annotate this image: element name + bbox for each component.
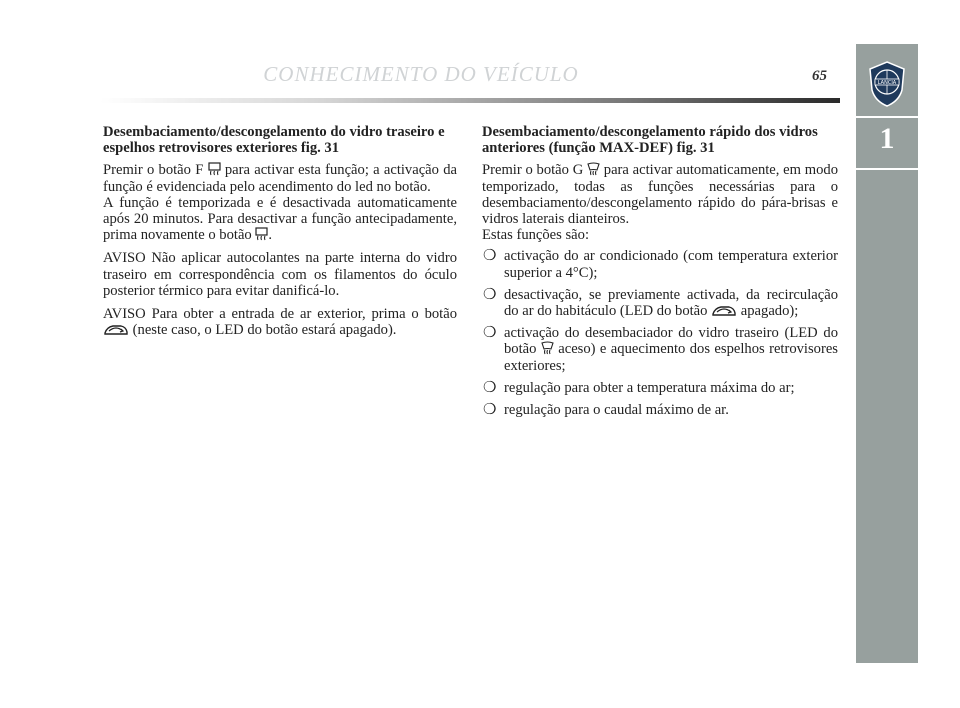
bullet-icon: ❍: [483, 248, 497, 265]
page-header-title: CONHECIMENTO DO VEÍCULO: [263, 62, 579, 86]
text: AVISO Para obter a entrada de ar exterior, prima o botão: [103, 306, 457, 323]
text: aceso) e aquecimento dos espelhos retrovisores exteriores;: [504, 341, 838, 374]
sidebar-divider: [856, 168, 918, 170]
text: para activar esta função; a activação da função é evidenciada pelo acendimento do led no botão.: [103, 162, 457, 195]
chapter-number: 1: [879, 122, 895, 155]
list-item: [482, 325, 838, 374]
list-item: [482, 380, 838, 396]
function-list: [482, 248, 838, 418]
bullet-icon: ❍: [483, 325, 497, 342]
logo-text: LANCIA: [877, 80, 897, 86]
section-heading: Desembaciamento/descongelamento rápido dos vidros anteriores (função MAX-DEF) fig. 31: [482, 124, 818, 157]
text: desactivação, se previamente activada, da recirculação do ar do habitáculo (LED do botão: [504, 286, 838, 320]
text: .: [268, 227, 273, 244]
list-item: [482, 402, 838, 418]
warning-paragraph: [103, 306, 457, 338]
list-item: [482, 248, 838, 280]
bullet-icon: ❍: [483, 286, 497, 303]
text: Premir o botão F: [103, 162, 204, 179]
text: (neste caso, o LED do botão estará apagado).: [132, 322, 397, 339]
text: regulação para obter a temperatura máxima do ar;: [504, 379, 795, 396]
windscreen-defrost-icon: [587, 162, 600, 176]
warning-paragraph: AVISO Não aplicar autocolantes na parte interna do vidro traseiro em correspondência com os filamentos do óculo posterior térmico para evitar danificá-lo.: [103, 250, 457, 299]
list-item: [482, 287, 838, 319]
text: activação do ar condicionado (com temperatura exterior superior a 4°C);: [504, 248, 838, 281]
lancia-logo-icon: [866, 60, 908, 108]
air-recirculation-icon: [711, 303, 737, 317]
air-recirculation-icon: [103, 322, 129, 336]
header-rule: [100, 98, 840, 103]
text: apagado);: [740, 303, 799, 320]
text: regulação para o caudal máximo de ar.: [504, 402, 729, 419]
bullet-icon: ❍: [483, 379, 497, 396]
bullet-icon: ❍: [483, 402, 497, 419]
text: para activar automaticamente, em modo temporizado, todas as funções necessárias para o desembaciamento/descongelamento rápido do pára-brisas e vidros laterais dianteiros.: [482, 162, 838, 228]
left-column: [103, 124, 457, 345]
paragraph: [103, 162, 457, 243]
text: A função é temporizada e é desactivada automaticamente após 20 minutos. Para desactivar a função antecipadamente, prima novamente o botão: [103, 194, 457, 244]
text: activação do desembaciador do vidro traseiro (LED do botão: [504, 325, 838, 358]
paragraph: [482, 162, 838, 243]
right-column: [482, 124, 838, 424]
sidebar-divider: [856, 116, 918, 118]
text: Estas funções são:: [482, 227, 589, 244]
rear-defrost-icon: [208, 162, 221, 176]
chapter-sidebar: [856, 44, 918, 663]
rear-defrost-icon: [255, 227, 268, 241]
text: Premir o botão G: [482, 162, 584, 179]
section-heading: Desembaciamento/descongelamento do vidro traseiro e espelhos retrovisores exteriores fig. 31: [103, 124, 445, 157]
page-number: 65: [812, 68, 827, 84]
windscreen-defrost-icon: [541, 341, 554, 355]
